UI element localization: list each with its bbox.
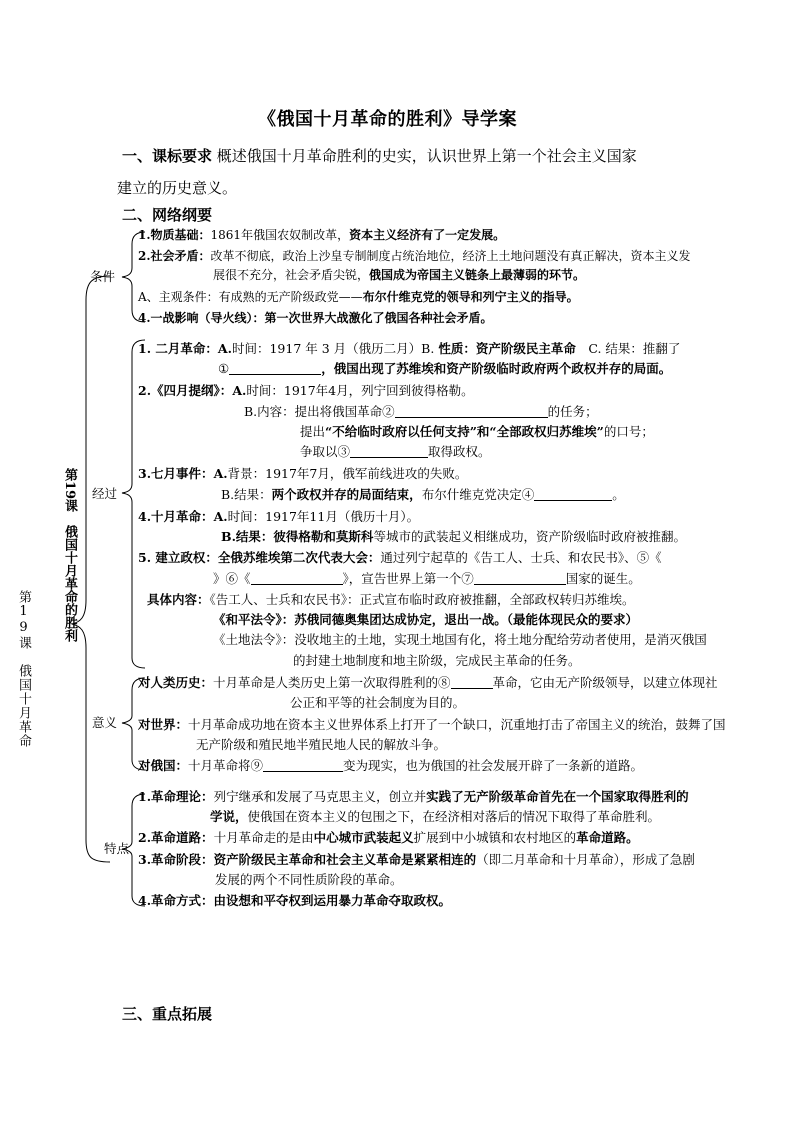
c3-result: 两个政权并存的局面结束， (271, 487, 422, 502)
c1-result-cont: ，俄国出现了苏维埃和资产阶级临时政府两个政权并存的局面。 (321, 361, 672, 376)
group-course: 经过 (92, 486, 118, 501)
c2-propose: 提出 (300, 424, 326, 439)
feature-line-2 (138, 829, 639, 847)
f1-label: 1.革命理论： (138, 789, 214, 804)
c4-label: 4.十月革命： (138, 509, 214, 524)
c2-strive-end: 取得政权。 (428, 444, 491, 459)
m2-label: 对世界： (138, 717, 189, 732)
cond-1-label: 1.物质基础： (138, 228, 211, 242)
c2-slogan-end: 的口号； (603, 424, 654, 439)
c2-a: A. (232, 383, 247, 398)
f2-label: 2.革命道路： (138, 830, 214, 845)
cond-line-4 (138, 309, 493, 327)
cond-4-emph: 第一次世界大战激化了俄国各种社会矛盾。 (264, 311, 493, 325)
cond-line-3 (138, 288, 579, 306)
meaning-line-2b: 无产阶级和殖民地半殖民地人民的解放斗争。 (196, 737, 447, 752)
sidebar-inner-part2: 课 俄国十月革命的胜利 (62, 499, 77, 643)
blank-1[interactable] (229, 361, 321, 375)
c1-nature: 性质：资产阶级民主革命 (438, 341, 576, 356)
feature-line-3b: 发展的两个不同性质阶段的革命。 (215, 872, 403, 887)
c2-content: B.内容：提出将俄国革命② (244, 404, 395, 419)
c1-time: 时间：1917 年 3 月（俄历二月）B. (231, 341, 439, 356)
f3-label: 3.革命阶段： (138, 852, 214, 867)
c5-six: 》⑥《 (213, 571, 251, 586)
section-1-text-cont: 建立的历史意义。 (117, 179, 238, 197)
f3-text: （即二月革命和十月革命），形成了急剧 (476, 852, 695, 867)
section-3-label: 三、重点拓展 (122, 1005, 213, 1023)
meaning-line-1b: 公正和平等的社会制度为目的。 (290, 695, 466, 710)
course-line-3b (221, 486, 625, 504)
page-title: 《俄国十月革命的胜利》导学案 (258, 109, 517, 130)
c1-label: 二月革命： (151, 341, 218, 356)
course-line-4b (221, 528, 686, 546)
course-line-1 (138, 340, 680, 358)
f2-emph: 中心城市武装起义 (313, 830, 414, 845)
cond-2-emph: 俄国成为帝国主义链条上最薄弱的环节。 (369, 268, 586, 282)
sidebar-inner-num: 19 (62, 481, 77, 500)
section-2-label: 二、网络纲要 (122, 206, 213, 224)
c3-bg: 背景：1917年7月，俄军前线进攻的失败。 (227, 466, 468, 481)
c5-end: 国家的诞生。 (565, 571, 641, 586)
sidebar-inner-part1: 第 (62, 468, 77, 481)
c2-slogan-2: “全部政权归苏维埃” (489, 424, 604, 439)
c4-result: 等城市的武装起义相继成功，资产阶级临时政府被推翻。 (373, 529, 686, 544)
c2-time: 时间：1917年4月，列宁回到彼得格勒。 (246, 383, 474, 398)
meaning-line-1 (138, 674, 718, 692)
course-line-2b (244, 403, 598, 421)
c3-decide: 布尔什维克党决定④ (421, 487, 535, 502)
course-line-2d (300, 443, 491, 461)
c2-label: 2.《四月提纲》： (138, 383, 233, 398)
blank-6[interactable] (251, 571, 343, 585)
f3-emph: 资产阶级民主革命和社会主义革命是紧紧相连的 (213, 852, 477, 867)
m1-text: 十月革命是人类历史上第一次取得胜利的⑧ (213, 675, 451, 690)
course-line-8b: 的封建土地制度和地主阶级，完成民主革命的任务。 (293, 653, 581, 668)
course-line-3 (138, 465, 467, 483)
c3-a: A. (213, 466, 228, 481)
c3-b: B.结果： (221, 487, 272, 502)
m1-label: 对人类历史： (138, 675, 214, 690)
c5-label: 5. 建立政权：全俄苏维埃第二次代表大会： (138, 550, 381, 565)
f2-text-2: 扩展到中小城镇和农村地区的 (413, 830, 577, 845)
m3-text-2: 变为现实，也为俄国的社会发展开辟了一条新的道路。 (343, 758, 644, 773)
cond-3-label: A、主观条件：有成熟的无产阶级政党—— (138, 290, 363, 304)
cond-1-emph: 资本主义经济有了一定发展。 (349, 228, 506, 242)
cond-1-text: 1861年俄国农奴制改革， (210, 228, 350, 242)
cond-4-label: 4.一战影响（导火线）： (138, 311, 265, 325)
c2-strive: 争取以③ (300, 444, 351, 459)
c5-text: 通过列宁起草的《告工人、士兵、和农民书》、⑤《 (380, 550, 662, 565)
cond-line-2 (138, 247, 691, 265)
meaning-line-2 (138, 716, 726, 734)
blank-9[interactable] (263, 758, 343, 772)
course-line-8: 《土地法令》：没收地主的土地，实现土地国有化，将土地分配给劳动者使用，是消灭俄国 (213, 632, 707, 647)
m2-text: 十月革命成功地在资本主义世界体系上打开了一个缺口，沉重地打击了帝国主义的统治，鼓舞了国 (188, 717, 726, 732)
cond-2-label: 2.社会矛盾： (138, 249, 211, 263)
cond-2-text: 改革不彻底，政治上沙皇专制制度占统治地位，经济上土地问题没有真正解决，资本主义发 (210, 249, 691, 263)
f1-emph: 实践了无产阶级革命首先在一个国家取得胜利的 (426, 789, 689, 804)
course-line-7: 《和平法令》：苏俄同德奥集团达成协定，退出一战。（最能体现民众的要求） (213, 612, 639, 627)
m3-text: 十月革命将⑨ (188, 758, 264, 773)
c1-result: C. 结果：推翻了 (575, 341, 681, 356)
course-line-5 (138, 549, 662, 567)
group-features: 特点 (104, 841, 130, 856)
group-conditions: 条件 (90, 269, 116, 284)
blank-2[interactable] (395, 404, 548, 418)
c4-time: 时间：1917年11月（俄历十月）。 (227, 509, 420, 524)
c2-slogan-1: “不给临时政府以任何支持” (325, 424, 477, 439)
c4-a: A. (213, 509, 228, 524)
blank-8[interactable] (451, 675, 493, 689)
f1-text: 列宁继承和发展了马克思主义，创立并 (213, 789, 427, 804)
c3-end: 。 (612, 487, 625, 502)
course-line-5b (213, 570, 641, 588)
course-line-4 (138, 508, 419, 526)
section-1-label: 一、课标要求 (122, 147, 213, 165)
c3-label: 3.七月事件： (138, 466, 214, 481)
course-line-2 (138, 382, 474, 400)
c4-b: B.结果： (221, 529, 274, 544)
blank-3[interactable] (350, 444, 428, 458)
c4-cities: 彼得格勒和莫斯科 (273, 529, 374, 544)
sidebar-lesson-outer: 第19课 俄国十月革命 (16, 590, 31, 748)
c2-and: 和 (476, 424, 490, 439)
feature-line-4: 4.革命方式：由设想和平夺权到运用暴力革命夺取政权。 (138, 893, 452, 908)
f2-text: 十月革命走的是由 (213, 830, 314, 845)
f2-emph-2: 革命道路。 (576, 830, 639, 845)
section-1-text: 概述俄国十月革命胜利的史实，认识世界上第一个社会主义国家 (212, 147, 637, 165)
cond-3-emph: 布尔什维克党的领导和列宁主义的指导。 (362, 290, 579, 304)
meaning-line-3 (138, 757, 643, 775)
cond-line-1 (138, 226, 505, 244)
m3-label: 对俄国： (138, 758, 189, 773)
blank-1-num: ① (218, 361, 230, 376)
feature-line-1b (210, 808, 660, 826)
c2-content-end: 的任务； (547, 404, 598, 419)
cond-2-text-cont: 展很不充分，社会矛盾尖锐， (213, 268, 370, 282)
c1-a: A. (217, 341, 232, 356)
course-line-2c (300, 423, 654, 441)
cond-line-2b (213, 266, 585, 284)
c6-text: 《告工人、士兵和农民书》：正式宣布临时政府被推翻，全部政权转归苏维埃。 (209, 592, 635, 607)
f1-text-cont: 使俄国在资本主义的包围之下，在经济相对落后的情况下取得了革命胜利。 (247, 809, 661, 824)
course-line-6 (147, 591, 635, 609)
c1-num: 1. (138, 341, 152, 356)
f1-emph-cont: 学说， (210, 809, 248, 824)
c5-declare: 》，宣告世界上第一个⑦ (342, 571, 474, 586)
m1-text-2: 革命，它由无产阶级领导，以建立体现社 (492, 675, 718, 690)
course-line-1b (218, 360, 671, 378)
c6-label: 具体内容： (147, 592, 210, 607)
blank-4[interactable] (534, 487, 612, 501)
feature-line-1 (138, 788, 689, 806)
group-meaning: 意义 (92, 715, 118, 730)
feature-line-3 (138, 851, 695, 869)
blank-7[interactable] (474, 571, 566, 585)
